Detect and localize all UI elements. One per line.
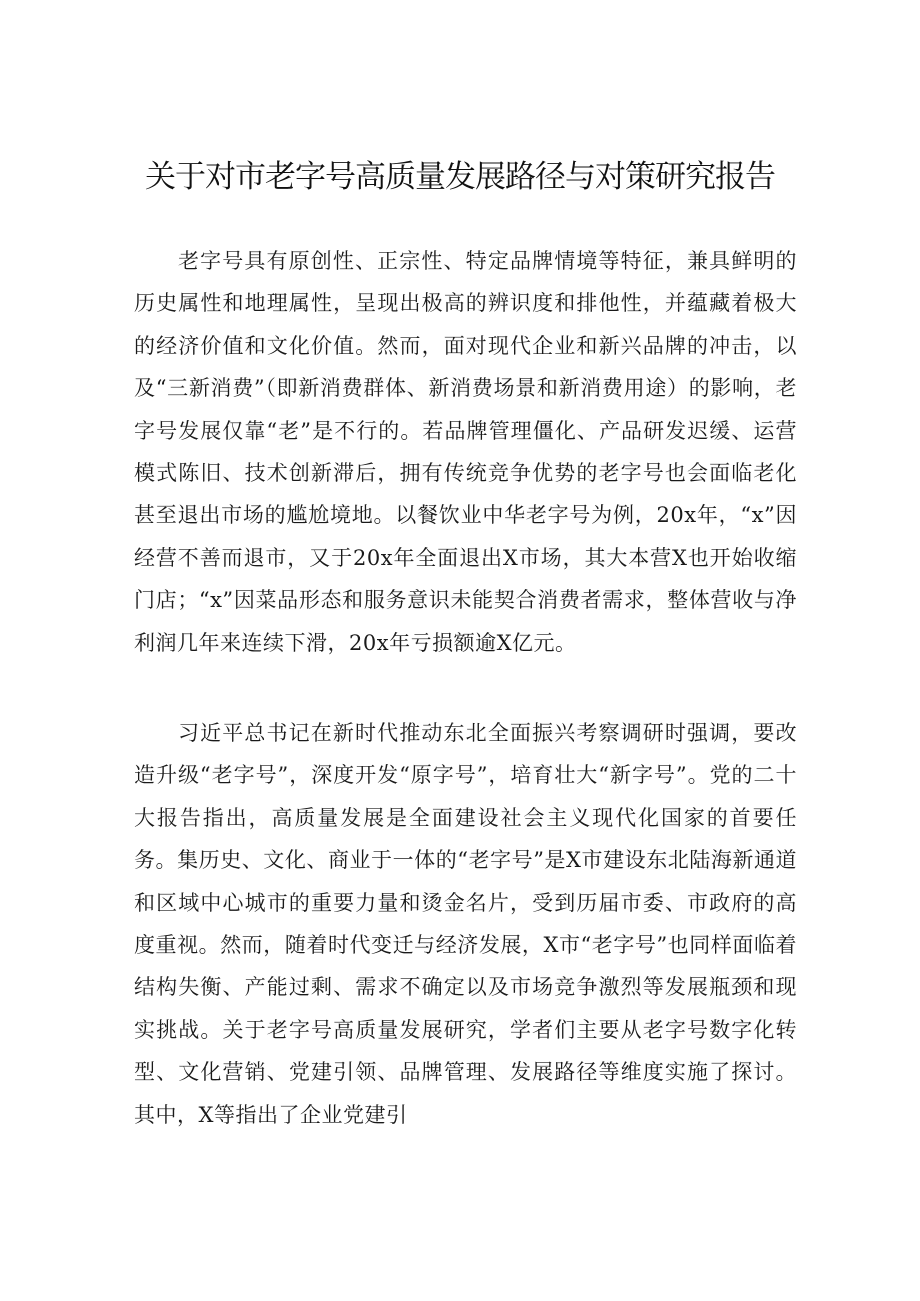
- paragraph-1: 老字号具有原创性、正宗性、特定品牌情境等特征，兼具鲜明的历史属性和地理属性，呈现出极高的辨识度和排他性，并蕴藏着极大的经济价值和文化价值。然而，面对现代企业和新兴品牌的冲击，以及“三新消费”（即新消费群体、新消费场景和新消费用途）的影响，老字号发展仅靠“老”是不行的。若品牌管理僵化、产品研发迟缓、运营模式陈旧、技术创新滞后，拥有传统竞争优势的老字号也会面临老化甚至退出市场的尴尬境地。以餐饮业中华老字号为例，20x年，“x”因经营不善而退市，又于20x年全面退出X市场，其大本营X也开始收缩门店；“x”因菜品形态和服务意识未能契合消费者需求，整体营收与净利润几年来连续下滑，20x年亏损额逾X亿元。: [134, 249, 797, 655]
- paragraph-2: 习近平总书记在新时代推动东北全面振兴考察调研时强调，要改造升级“老字号”，深度开发“原字号”，培育壮大“新字号”。党的二十大报告指出，高质量发展是全面建设社会主义现代化国家的首要任务。集历史、文化、商业于一体的“老字号”是X市建设东北陆海新通道和区域中心城市的重要力量和烫金名片，受到历届市委、市政府的高度重视。然而，随着时代变迁与经济发展，X市“老字号”也同样面临着结构失衡、产能过剩、需求不确定以及市场竞争激烈等发展瓶颈和现实挑战。关于老字号高质量发展研究，学者们主要从老字号数字化转型、文化营销、党建引领、品牌管理、发展路径等维度实施了探讨。其中，X等指出了企业党建引: [134, 721, 797, 1127]
- document-title: 关于对市老字号高质量发展路径与对策研究报告: [145, 159, 775, 195]
